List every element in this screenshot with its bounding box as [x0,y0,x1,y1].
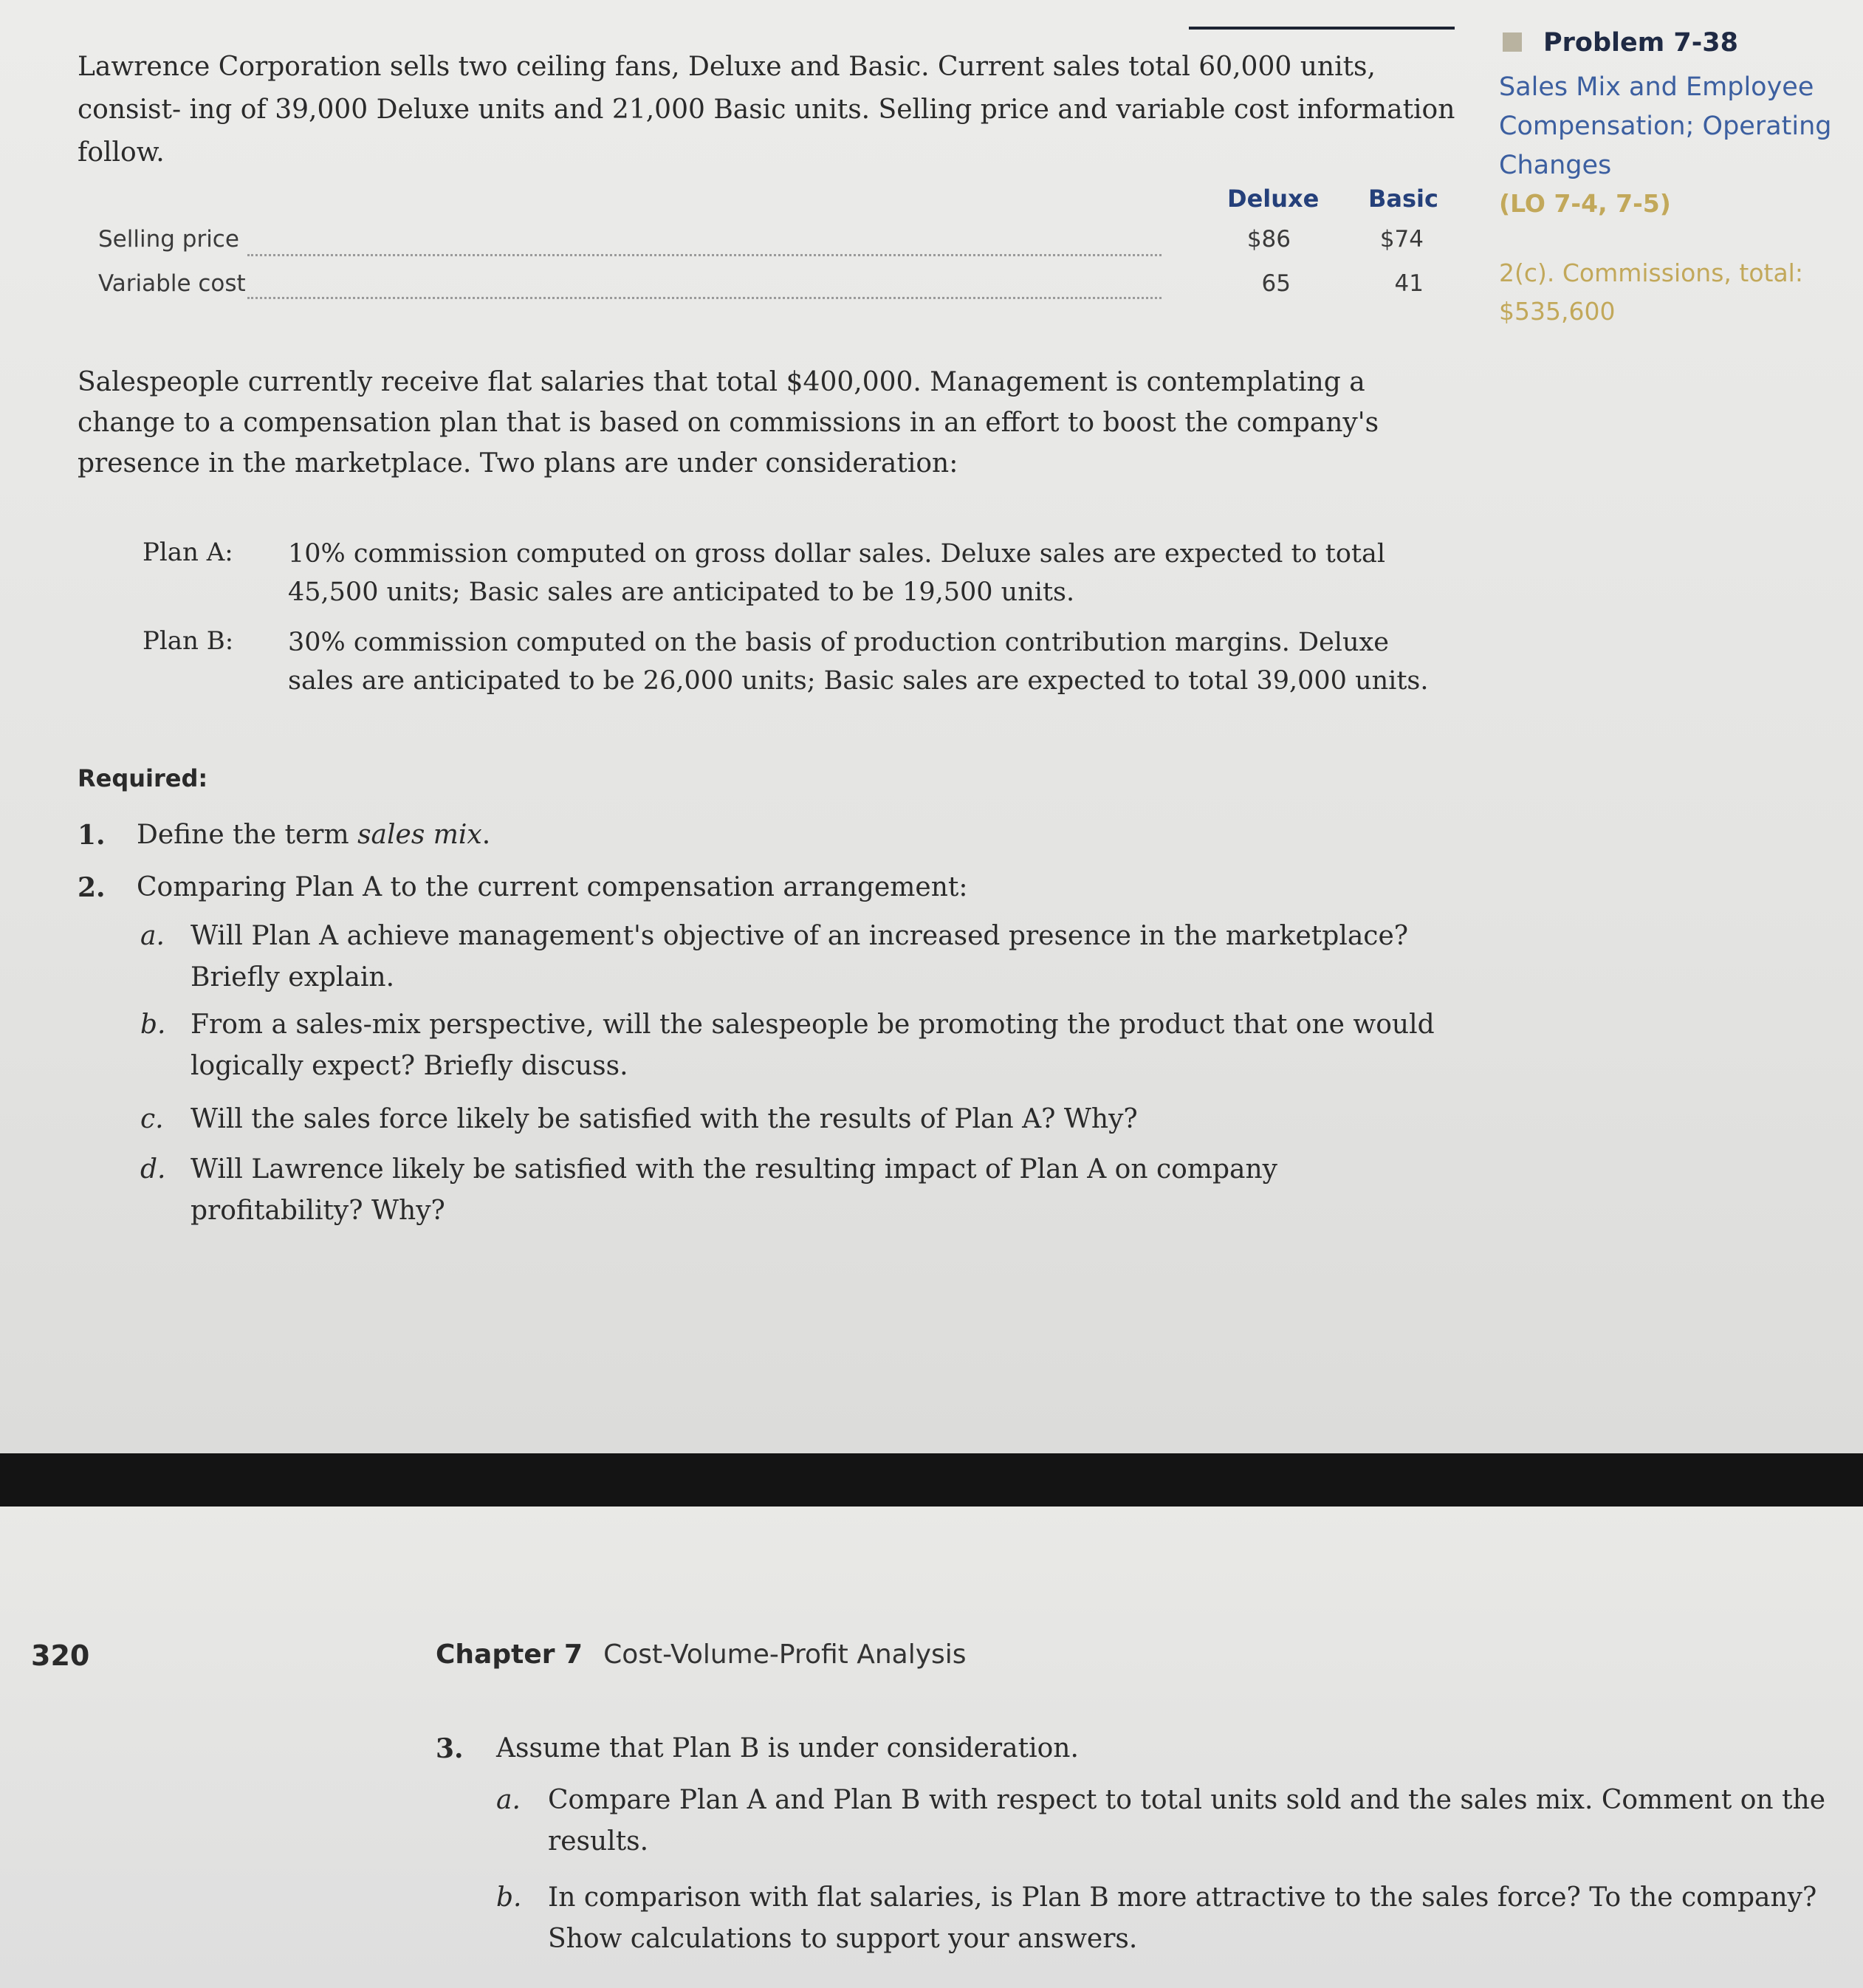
table-row-label: Variable cost [98,270,246,297]
question-2b-letter: b. [140,1010,166,1040]
table-cell-deluxe-price: $86 [1246,226,1291,253]
chapter-title: Cost-Volume-Profit Analysis [603,1639,967,1670]
table-header-deluxe: Deluxe [1227,185,1320,213]
question-1-text: Define the term [137,820,358,850]
question-2c-text: Will the sales force likely be satisfied with the results of Plan A? Why? [191,1104,1138,1134]
required-heading: Required: [78,764,208,792]
question-2-number: 2. [78,872,106,903]
question-1 [137,815,1466,856]
page-gap-shadow [0,1453,1863,1507]
table-row-label: Selling price [98,226,239,253]
table-cell-basic-price: $74 [1379,226,1424,253]
question-2c-letter: c. [140,1104,164,1134]
plan-a-label: Plan A: [143,538,233,567]
question-2a-text: Will Plan A achieve management's objective of an increased presence in the marketplace? Briefly explain. [191,921,1409,993]
question-2b-text: From a sales-mix perspective, will the salespeople be promoting the product that one would logically expect? Briefly discuss. [191,1010,1435,1081]
plan-b-label: Plan B: [143,626,234,656]
question-3a-text: Compare Plan A and Plan B with respect to total units sold and the sales mix. Comment on the results. [548,1785,1826,1857]
problem-subtitle: Sales Mix and Employee Compensation; Operating Changes [1499,72,1832,180]
page-number: 320 [31,1639,90,1672]
table-header-basic: Basic [1368,185,1438,213]
table-cell-basic-cost: 41 [1394,270,1424,297]
question-1-number: 1. [78,820,106,851]
problem-intro: Lawrence Corporation sells two ceiling fans, Deluxe and Basic. Current sales total 60,000 units, consist- ing of 39,000 Deluxe units and 21,000 Basic units. Selling price and variable cost information follow. [78,52,1455,168]
problem-title: Problem 7-38 [1543,28,1738,58]
leader-dots [247,254,1162,256]
running-header [436,1639,967,1670]
check-figure: 2(c). Commissions, total: $535,600 [1499,258,1803,326]
compensation-paragraph: Salespeople currently receive flat salaries that total $400,000. Management is contemplating a change to a compensation plan that is based on commissions in an effort to boost the company's presence in the marketplace. Two plans are under consideration: [78,367,1379,479]
question-3b-text: In comparison with flat salaries, is Plan B more attractive to the sales force? To the company? Show calculations to support your answers. [548,1882,1817,1954]
term-sales-mix: sales mix [357,820,482,850]
question-2d-text: Will Lawrence likely be satisfied with the resulting impact of Plan A on company profitability? Why? [191,1154,1277,1226]
plan-a-text: 10% commission computed on gross dollar sales. Deluxe sales are expected to total 45,500 units; Basic sales are anticipated to be 19,500 units. [288,539,1386,607]
question-3b-letter: b. [496,1882,522,1913]
question-2-text: Comparing Plan A to the current compensation arrangement: [137,872,968,902]
question-3a-letter: a. [496,1785,521,1815]
leader-dots [247,297,1162,299]
plan-b-text: 30% commission computed on the basis of production contribution margins. Deluxe sales are anticipated to be 26,000 units; Basic sales are expected to total 39,000 units. [288,628,1429,696]
question-2a-letter: a. [140,921,165,951]
chapter-label: Chapter 7 [436,1639,583,1670]
learning-objectives: (LO 7-4, 7-5) [1499,189,1671,218]
question-3-text: Assume that Plan B is under consideration. [496,1733,1079,1764]
header-rule [1189,27,1455,30]
table-cell-deluxe-cost: 65 [1261,270,1291,297]
problem-marker-icon [1503,32,1522,52]
question-1-end: . [481,820,491,850]
question-2d-letter: d. [140,1154,166,1185]
question-3-number: 3. [436,1733,464,1764]
